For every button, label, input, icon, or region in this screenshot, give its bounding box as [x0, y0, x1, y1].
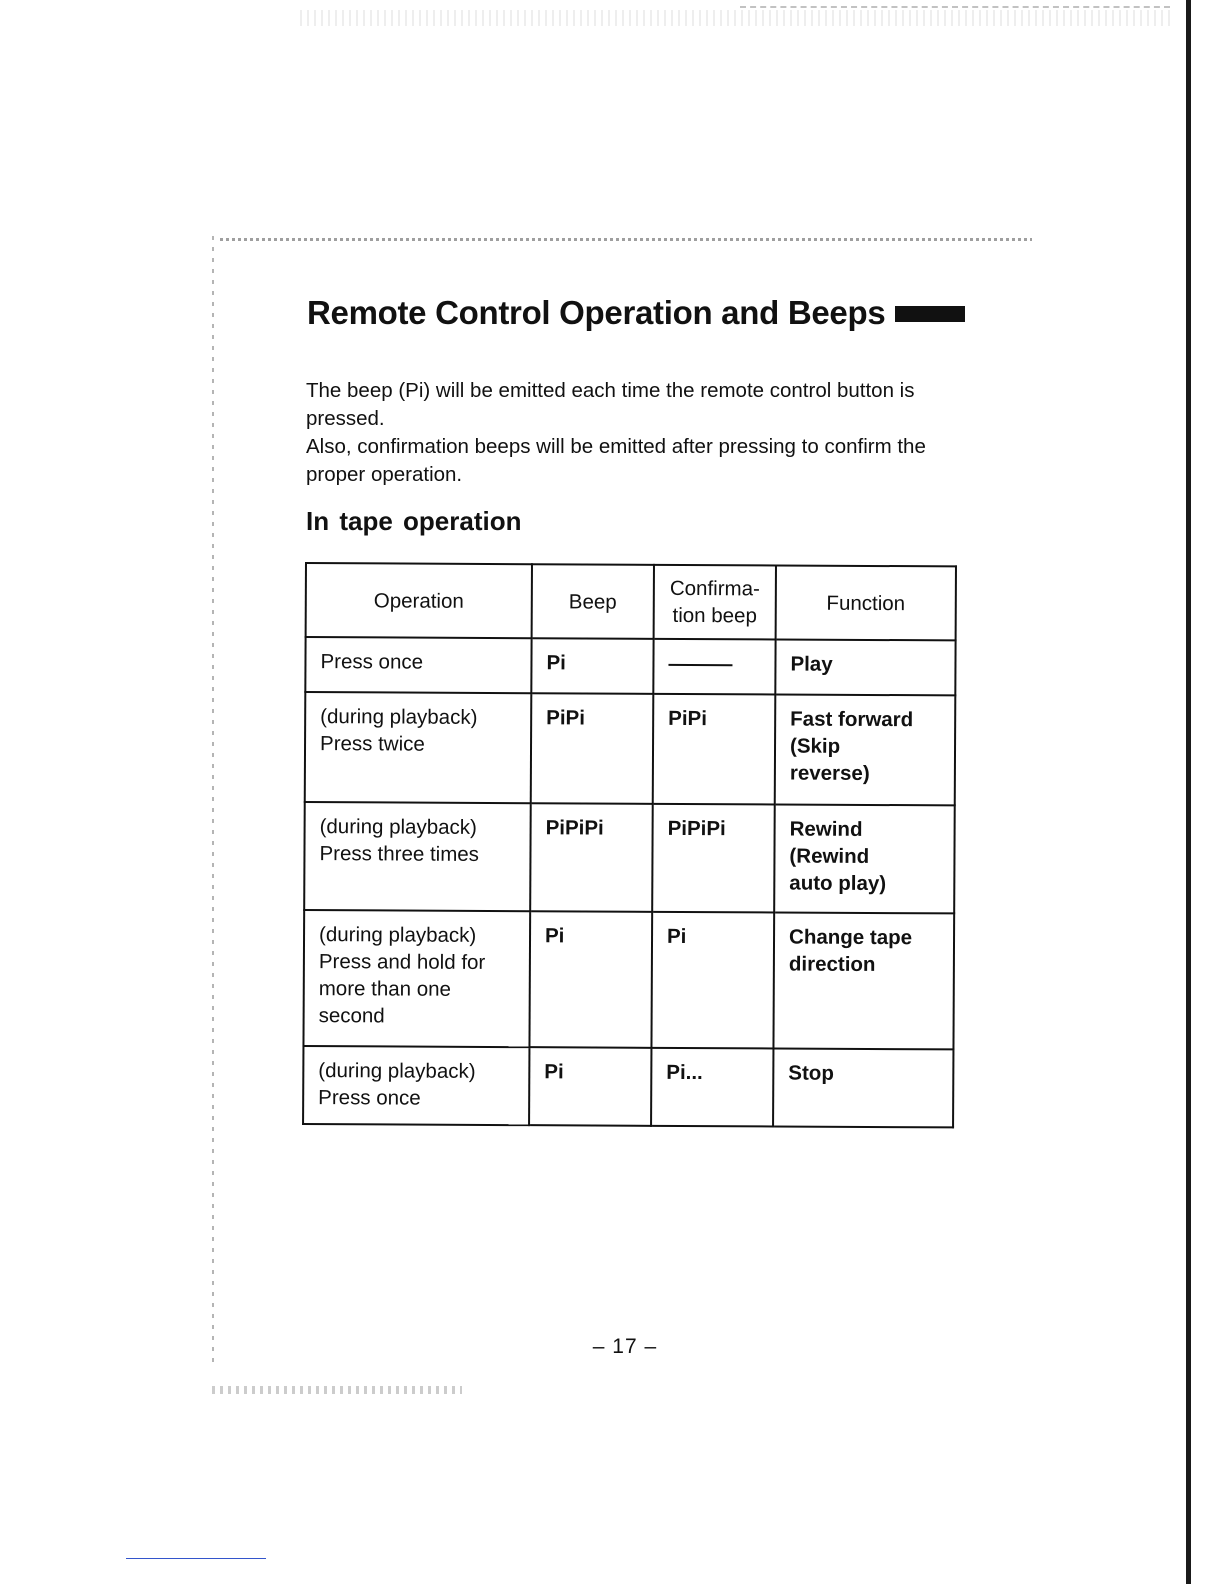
page-title [307, 294, 965, 332]
cell-confirmation: PiPiPi [652, 804, 775, 913]
scan-blue-line [126, 1558, 266, 1559]
cell-operation: Press once [305, 637, 531, 693]
cell-confirmation: Pi [651, 912, 774, 1049]
page-title-text: Remote Control Operation and Beeps [307, 294, 886, 331]
cell-beep: PiPiPi [530, 803, 653, 912]
cell-function: Play [775, 639, 955, 695]
header-confirmation-beep: Confirma- tion beep [654, 565, 776, 640]
scan-noise-bottom [212, 1386, 462, 1394]
table-row [303, 910, 954, 1049]
cell-function: Stop [773, 1048, 953, 1127]
header-beep: Beep [532, 564, 654, 639]
cell-confirmation: Pi... [651, 1048, 773, 1127]
cell-beep: Pi [529, 911, 652, 1048]
table-row [304, 802, 955, 913]
scan-line-top [740, 6, 1170, 8]
intro-text [306, 377, 966, 489]
intro-paragraph: The beep (Pi) will be emitted each time the remote control button is pressed. [306, 379, 915, 430]
table-row [303, 1046, 953, 1127]
cell-beep: Pi [529, 1047, 651, 1126]
scan-rule [220, 238, 1032, 241]
cell-beep: PiPi [531, 693, 654, 804]
page-number [0, 1335, 1224, 1359]
section-title: In tape operation [306, 506, 522, 536]
cell-function: Change tape direction [773, 912, 954, 1049]
cell-beep: Pi [531, 638, 653, 694]
dash-line [668, 663, 732, 665]
table-row [305, 637, 955, 695]
table-header-row [306, 563, 956, 640]
cell-operation: (during playback) Press twice [305, 692, 532, 803]
header-operation: Operation [306, 563, 532, 638]
operation-table [302, 562, 957, 1128]
header-function: Function [776, 565, 956, 640]
page-number-text: – 17 – [592, 1335, 658, 1358]
cell-confirmation [653, 639, 775, 695]
cell-function: Rewind (Rewind auto play) [774, 804, 955, 913]
scan-noise-top [300, 10, 1170, 26]
cell-function: Fast forward (Skip reverse) [775, 694, 956, 805]
scan-edge-left [212, 236, 214, 1366]
title-bar-mark [895, 306, 965, 322]
cell-operation: (during playback) Press and hold for more than one second [303, 910, 530, 1047]
cell-operation: (during playback) Press three times [304, 802, 531, 911]
table-row [305, 692, 956, 805]
cell-operation: (during playback) Press once [303, 1046, 529, 1125]
intro-paragraph: Also, confirmation beeps will be emitted after pressing to confirm the proper operation. [306, 435, 926, 486]
cell-confirmation: PiPi [653, 694, 776, 805]
